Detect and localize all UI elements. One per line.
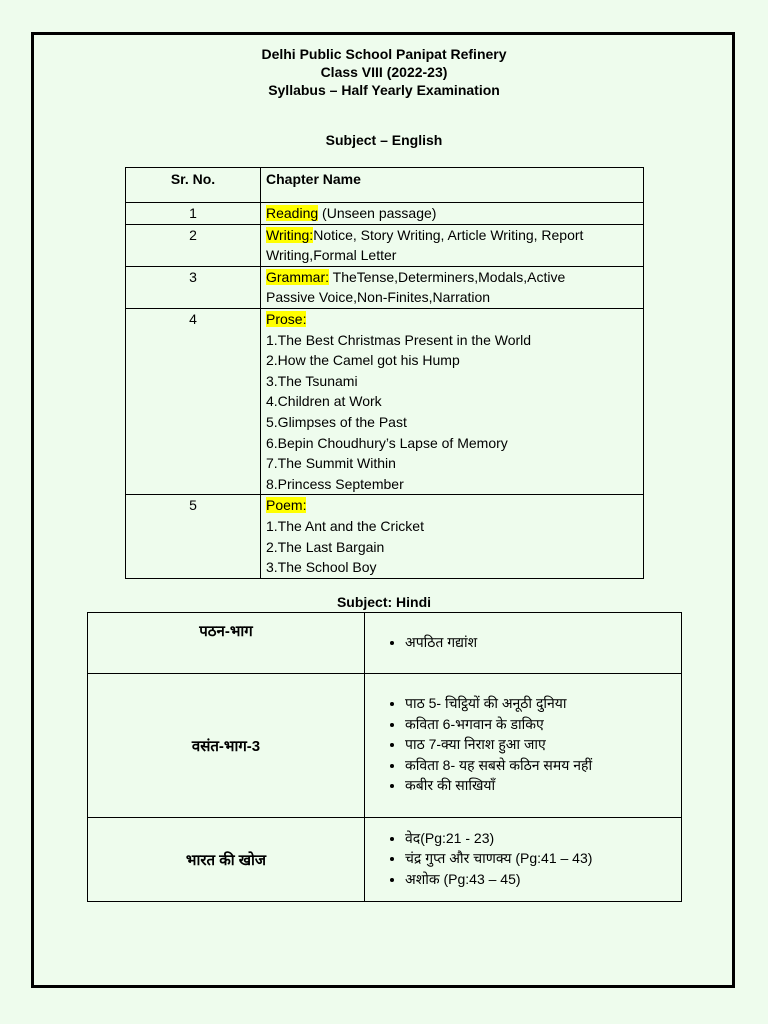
topic-list	[387, 693, 681, 796]
section-label: Poem:	[266, 497, 307, 514]
chapter-item: 3.The School Boy	[266, 559, 377, 576]
chapter-cell	[261, 308, 644, 494]
hindi-subject-title: Subject: Hindi	[336, 594, 432, 610]
class-label: Class VIII (2022-23)	[320, 64, 448, 80]
chapter-item: 7.The Summit Within	[266, 455, 396, 472]
chapter-text: Notice, Story Writing, Article Writing, Report	[313, 226, 584, 243]
sr-no: 1	[126, 203, 261, 225]
chapter-item: 2.The Last Bargain	[266, 538, 385, 555]
chapter-item: 2.How the Camel got his Hump	[266, 352, 460, 369]
hindi-section-label: वसंत-भाग-3	[88, 674, 365, 818]
table-row	[126, 308, 644, 494]
list-item: • कबीर की साखियाँ	[405, 775, 681, 796]
sr-no: 5	[126, 495, 261, 578]
list-item: • अपठित गद्यांश	[405, 632, 681, 653]
school-name: Delhi Public School Panipat Refinery	[261, 46, 507, 62]
table-row	[88, 674, 682, 818]
chapter-item: 1.The Best Christmas Present in the World	[266, 331, 532, 348]
topic-list	[387, 632, 681, 653]
list-item: • वेद(Pg:21 - 23)	[405, 828, 681, 849]
chapter-text: Passive Voice,Non-Finites,Narration	[266, 289, 491, 306]
chapter-cell	[261, 266, 644, 308]
list-item: • कविता 8- यह सबसे कठिन समय नहीं	[405, 755, 681, 776]
topic-list	[387, 828, 681, 890]
section-label: Grammar:	[266, 268, 329, 285]
sr-no: 2	[126, 224, 261, 266]
english-syllabus-table	[125, 167, 644, 579]
document-header	[34, 45, 734, 99]
col-header-chapter: Chapter Name	[261, 168, 644, 203]
sr-no: 4	[126, 308, 261, 494]
hindi-syllabus-table	[87, 612, 682, 902]
chapter-cell	[261, 203, 644, 225]
col-header-srno: Sr. No.	[126, 168, 261, 203]
chapter-item: 6.Bepin Choudhury’s Lapse of Memory	[266, 434, 508, 451]
exam-title: Syllabus – Half Yearly Examination	[268, 82, 500, 98]
chapter-item: 1.The Ant and the Cricket	[266, 517, 424, 534]
chapter-item: 3.The Tsunami	[266, 372, 358, 389]
chapter-cell	[261, 495, 644, 578]
table-row	[126, 224, 644, 266]
hindi-section-label: पठन-भाग	[88, 613, 365, 674]
sr-no: 3	[126, 266, 261, 308]
table-row	[88, 613, 682, 674]
english-subject-title: Subject – English	[325, 132, 443, 148]
hindi-section-label: भारत की खोज	[88, 818, 365, 902]
chapter-text: Writing,Formal Letter	[266, 247, 397, 264]
hindi-topics-cell	[365, 818, 682, 902]
list-item: • पाठ 7-क्या निराश हुआ जाए	[405, 734, 681, 755]
section-label: Prose:	[266, 310, 307, 327]
hindi-topics-cell	[365, 613, 682, 674]
chapter-item: 8.Princess September	[266, 475, 404, 492]
table-row	[88, 818, 682, 902]
hindi-topics-cell	[365, 674, 682, 818]
chapter-cell	[261, 224, 644, 266]
chapter-text: TheTense,Determiners,Modals,Active	[329, 268, 566, 285]
table-row	[126, 495, 644, 578]
chapter-item: 4.Children at Work	[266, 393, 382, 410]
table-header-row	[126, 168, 644, 203]
list-item: • चंद्र गुप्त और चाणक्य (Pg:41 – 43)	[405, 848, 681, 869]
list-item: • अशोक (Pg:43 – 45)	[405, 869, 681, 890]
chapter-text: (Unseen passage)	[318, 205, 437, 221]
list-item: • पाठ 5- चिट्ठियों की अनूठी दुनिया	[405, 693, 681, 714]
section-label: Writing:	[266, 226, 314, 243]
section-label: Reading	[266, 205, 319, 221]
list-item: • कविता 6-भगवान के डाकिए	[405, 714, 681, 735]
table-row	[126, 266, 644, 308]
table-row	[126, 203, 644, 225]
chapter-item: 5.Glimpses of the Past	[266, 413, 407, 430]
